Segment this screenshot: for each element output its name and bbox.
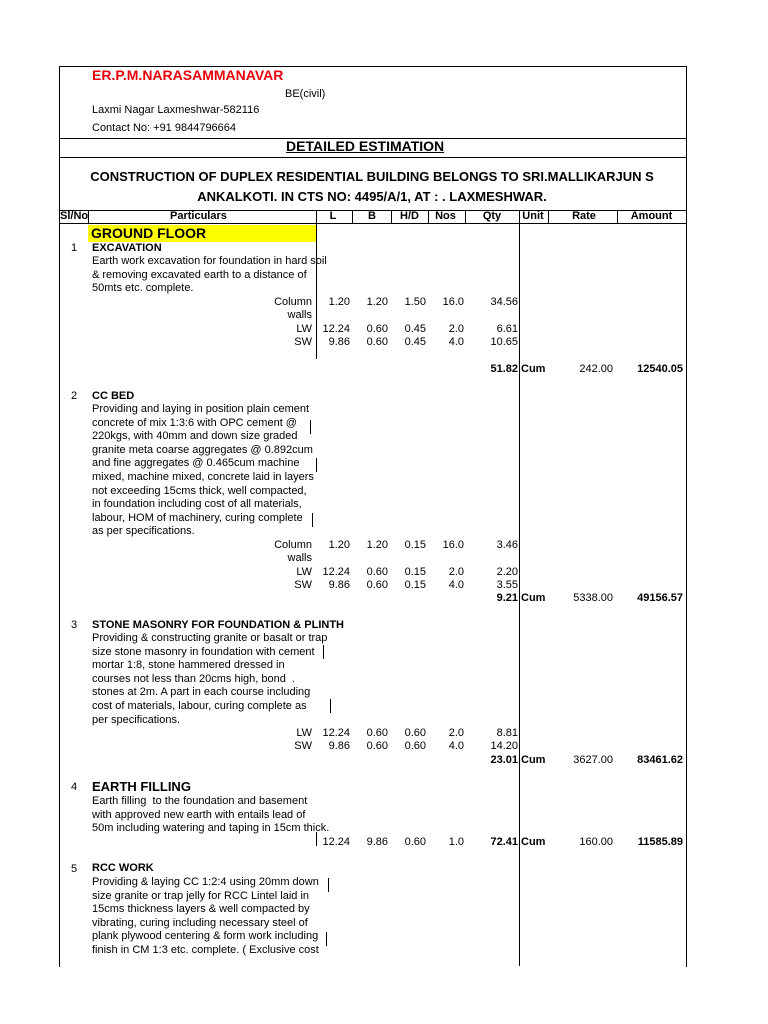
table-header-bottom — [59, 223, 686, 224]
col-sep — [352, 210, 353, 223]
item-description: Providing and laying in position plain cement concrete of mix 1:3:6 with OPC cement @ 220kgs, with 40mm and down size graded granite meta coarse aggregates @ 0.892cum and fine aggregates @ 0.465cum machine mixed, machine mixed, concrete laid in layers not exceeding 15cms thick, well compacted, in foundation including cost of all materials, labour, HOM of machinery, curing complete as per specifications. — [92, 403, 314, 538]
col-hd: H/D — [400, 210, 419, 222]
total-unit: Cum — [521, 754, 546, 766]
cell-l: 1.20 — [328, 296, 350, 308]
cell-b: 1.20 — [366, 296, 388, 308]
total-rate: 3627.00 — [573, 754, 613, 766]
col-sep — [548, 210, 549, 223]
total-unit: Cum — [521, 836, 546, 848]
cell-l: 1.20 — [328, 539, 350, 551]
item-number: 2 — [70, 390, 78, 402]
cell-b: 1.20 — [366, 539, 388, 551]
divider — [59, 157, 686, 158]
col-qty: Qty — [482, 210, 502, 222]
cell-l: 9.86 — [328, 579, 350, 591]
cell-hd: 0.15 — [404, 539, 426, 551]
item-title: STONE MASONRY FOR FOUNDATION & PLINTH — [92, 619, 344, 631]
total-unit: Cum — [521, 592, 546, 604]
total-amount: 49156.57 — [637, 592, 683, 604]
cell-border-fragment — [328, 878, 329, 892]
col-sep — [617, 210, 618, 223]
total-qty: 51.82 — [490, 363, 518, 375]
firm-name: ER.P.M.NARASAMMANAVAR — [92, 67, 284, 83]
row-label: Column — [274, 539, 312, 551]
col-sep — [519, 223, 520, 966]
cell-nos: 4.0 — [448, 336, 464, 348]
qualification: BE(civil) — [285, 88, 326, 100]
cell-nos: 4.0 — [448, 740, 464, 752]
cell-hd: 0.15 — [404, 579, 426, 591]
cell-border-fragment — [312, 513, 313, 527]
address: Laxmi Nagar Laxmeshwar-582116 — [92, 104, 260, 116]
col-rate: Rate — [572, 210, 596, 222]
row-label: walls — [287, 309, 312, 321]
cell-l: 12.24 — [322, 727, 350, 739]
col-l: L — [329, 210, 337, 222]
cell-b: 9.86 — [366, 836, 388, 848]
project-line-1: CONSTRUCTION OF DUPLEX RESIDENTIAL BUILDING BELONGS TO SRI.MALLIKARJUN S — [90, 169, 654, 184]
item-title: RCC WORK — [92, 862, 154, 874]
cell-b: 0.60 — [366, 727, 388, 739]
cell-qty: 14.20 — [490, 740, 518, 752]
row-label: SW — [294, 336, 312, 348]
cell-border-fragment — [310, 420, 311, 434]
total-amount: 11585.89 — [637, 836, 683, 848]
item-description: Earth work excavation for foundation in hard soil & removing excavated earth to a distance of 50mts etc. complete. — [92, 255, 327, 295]
item-number: 4 — [70, 781, 78, 793]
col-sep — [88, 210, 89, 223]
item-number: 1 — [70, 242, 78, 254]
cell-hd: 0.60 — [404, 836, 426, 848]
cell-border-fragment — [316, 832, 317, 846]
cell-hd: 0.45 — [404, 323, 426, 335]
cell-hd: 0.15 — [404, 566, 426, 578]
cell-hd: 1.50 — [404, 296, 426, 308]
cell-l: 9.86 — [328, 336, 350, 348]
cell-qty: 2.20 — [496, 566, 518, 578]
cell-b: 0.60 — [366, 323, 388, 335]
cell-l: 12.24 — [322, 566, 350, 578]
cell-nos: 2.0 — [448, 727, 464, 739]
cell-border-fragment — [326, 932, 327, 946]
total-amount: 83461.62 — [637, 754, 683, 766]
row-label: Column — [274, 296, 312, 308]
row-label: LW — [296, 323, 312, 335]
total-amount: 12540.05 — [637, 363, 683, 375]
cell-nos: 16.0 — [442, 296, 464, 308]
cell-nos: 4.0 — [448, 579, 464, 591]
col-unit: Unit — [522, 210, 544, 222]
cell-qty: 8.81 — [496, 727, 518, 739]
col-b: B — [368, 210, 376, 222]
total-rate: 242.00 — [579, 363, 613, 375]
col-amount: Amount — [630, 210, 673, 222]
row-label: LW — [296, 727, 312, 739]
cell-hd: 0.60 — [404, 727, 426, 739]
cell-qty: 10.65 — [490, 336, 518, 348]
row-label: SW — [294, 740, 312, 752]
project-title — [60, 167, 684, 207]
item-number: 5 — [70, 863, 78, 875]
row-label: SW — [294, 579, 312, 591]
cell-hd: 0.45 — [404, 336, 426, 348]
cell-l: 12.24 — [322, 323, 350, 335]
col-slno: Sl/No — [60, 210, 89, 222]
cell-border-fragment — [323, 645, 324, 659]
cell-qty: 34.56 — [490, 296, 518, 308]
total-rate: 5338.00 — [573, 592, 613, 604]
row-label: LW — [296, 566, 312, 578]
cell-qty: 6.61 — [496, 323, 518, 335]
col-sep — [519, 210, 520, 223]
cell-nos: 2.0 — [448, 566, 464, 578]
cell-qty: 3.46 — [496, 539, 518, 551]
cell-qty: 3.55 — [496, 579, 518, 591]
col-sep — [316, 210, 317, 223]
cell-b: 0.60 — [366, 336, 388, 348]
col-sep — [465, 210, 466, 223]
cell-b: 0.60 — [366, 740, 388, 752]
col-sep — [428, 210, 429, 223]
item-description: Providing & laying CC 1:2:4 using 20mm down size granite or trap jelly for RCC Lintel laid in 15cms thickness layers & well compacted by vibrating, curing including necessary steel of plank plywood centering & form work including finish in CM 1:3 etc. complete. ( Exclusive cost — [92, 876, 319, 956]
cell-hd: 0.60 — [404, 740, 426, 752]
item-number: 3 — [70, 619, 78, 631]
contact: Contact No: +91 9844796664 — [92, 122, 237, 134]
cell-l: 9.86 — [328, 740, 350, 752]
item-title: CC BED — [92, 390, 135, 402]
cell-nos: 16.0 — [442, 539, 464, 551]
col-nos: Nos — [435, 210, 456, 222]
item-description: Earth filling to the foundation and basement with approved new earth with entails lead of 50m including watering and taping in 15cm thick. — [92, 795, 330, 835]
col-particulars: Particulars — [170, 210, 227, 222]
cell-nos: 1.0 — [448, 836, 464, 848]
project-line-2: ANKALKOTI. IN CTS NO: 4495/A/1, AT : . LAXMESHWAR. — [197, 189, 547, 204]
total-qty: 23.01 — [490, 754, 518, 766]
item-title: EXCAVATION — [92, 242, 162, 254]
row-label: walls — [287, 552, 312, 564]
page-title: DETAILED ESTIMATION — [286, 138, 445, 154]
total-qty: 9.21 — [496, 592, 518, 604]
cell-nos: 2.0 — [448, 323, 464, 335]
col-sep — [391, 210, 392, 223]
total-rate: 160.00 — [579, 836, 613, 848]
cell-border-fragment — [330, 699, 331, 713]
item-title: EARTH FILLING — [92, 779, 191, 794]
total-unit: Cum — [521, 363, 546, 375]
cell-b: 0.60 — [366, 579, 388, 591]
total-qty: 72.41 — [490, 836, 518, 848]
cell-l: 12.24 — [322, 836, 350, 848]
section-ground-floor: GROUND FLOOR — [88, 225, 316, 242]
item-description: Providing & constructing granite or basalt or trap size stone masonry in foundation with cement mortar 1:8, stone hammered dressed in courses not less than 20cms high, bond . stones at 2m. A part in each course including cost of materials, labour, curing complete as per specifications. — [92, 632, 328, 726]
cell-b: 0.60 — [366, 566, 388, 578]
cell-border-fragment — [316, 458, 317, 472]
